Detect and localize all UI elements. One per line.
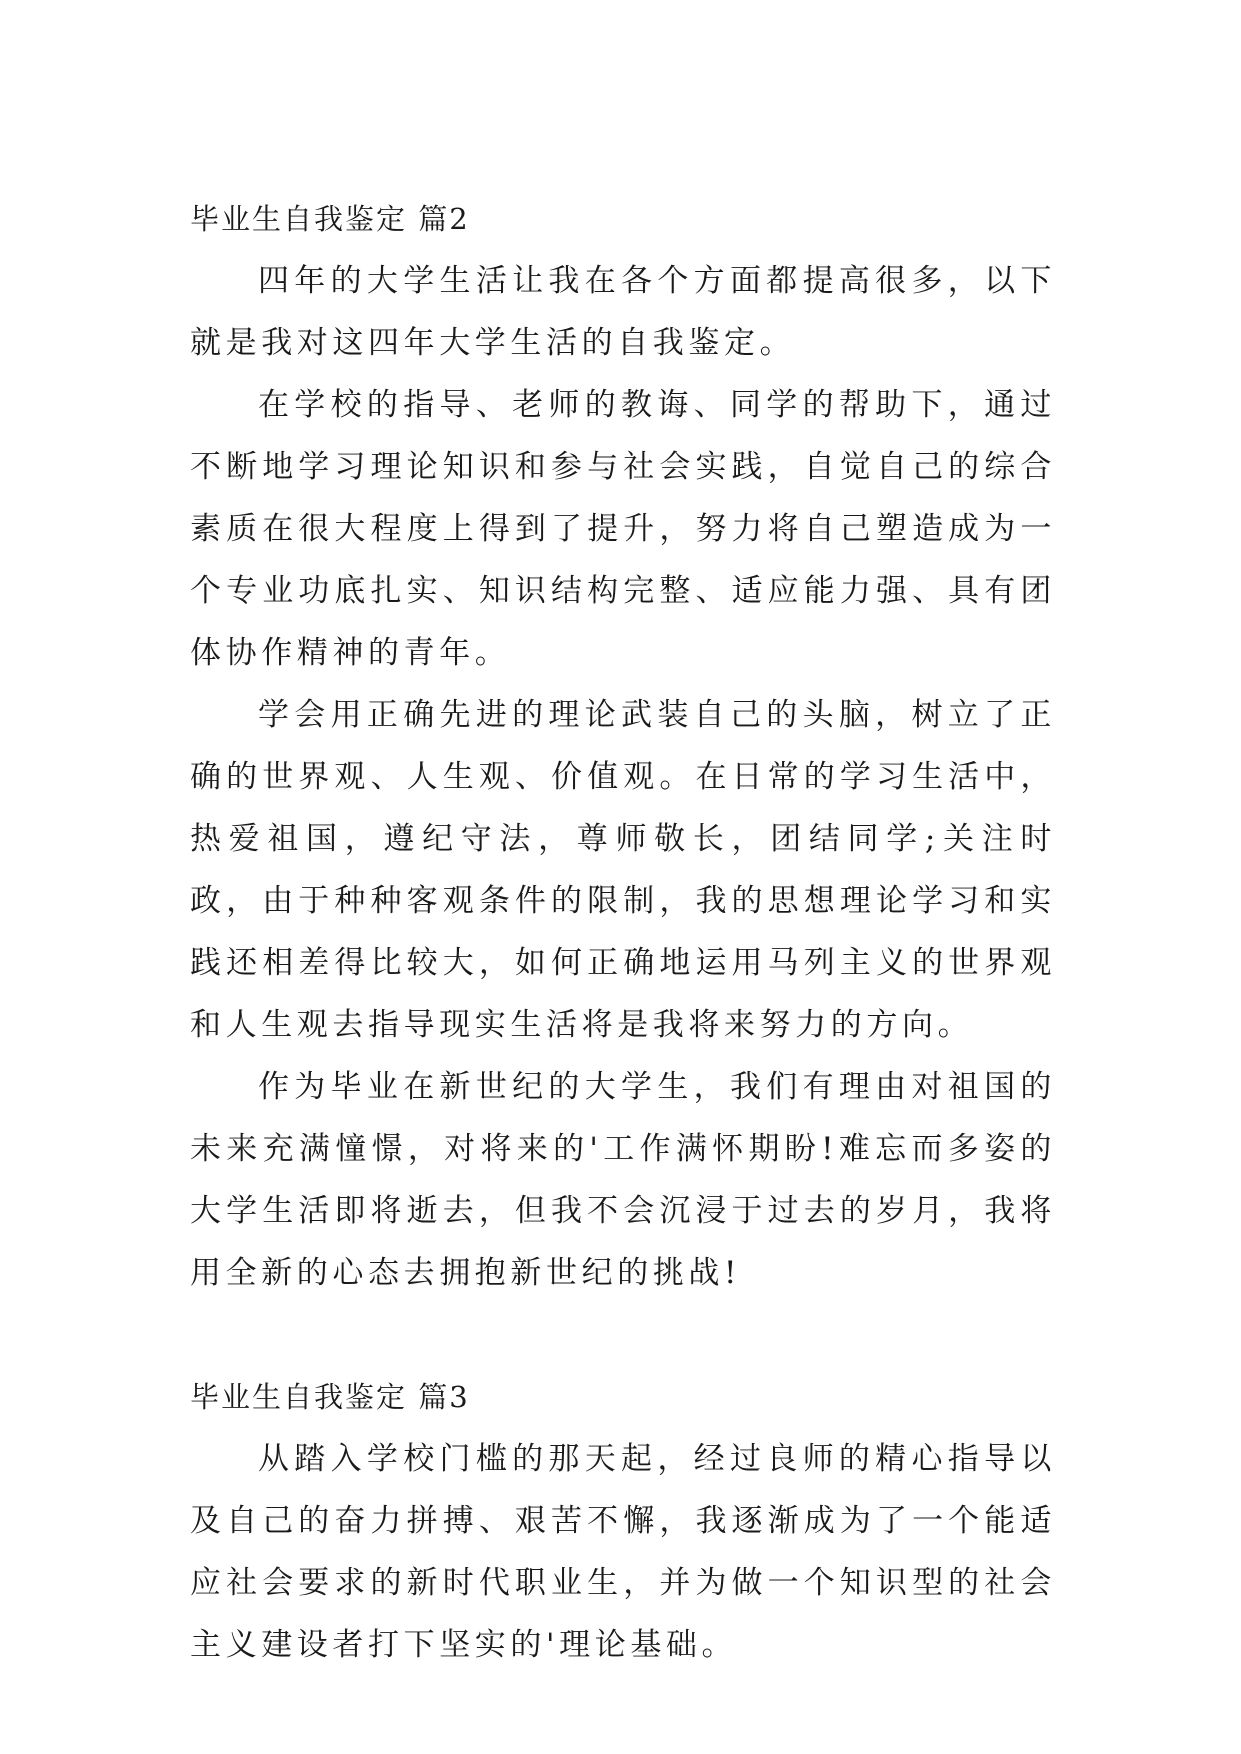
paragraph: 在学校的指导、老师的教诲、同学的帮助下，通过不断地学习理论知识和参与社会实践，自觉自己的综合素质在很大程度上得到了提升，努力将自己塑造成为一个专业功底扎实、知识结构完整、适应能力强、具有团体协作精神的青年。 (190, 387, 1056, 671)
paragraph: 从踏入学校门槛的那天起，经过良师的精心指导以及自己的奋力拼搏、艰苦不懈，我逐渐成为了一个能适应社会要求的新时代职业生，并为做一个知识型的社会主义建设者打下坚实的'理论基础。 (190, 1441, 1056, 1663)
section-3 (190, 1366, 1056, 1676)
section-heading: 毕业生自我鉴定 篇2 (190, 202, 470, 236)
section-heading: 毕业生自我鉴定 篇3 (190, 1380, 470, 1414)
paragraph: 学会用正确先进的理论武装自己的头脑，树立了正确的世界观、人生观、价值观。在日常的学习生活中，热爱祖国，遵纪守法，尊师敬长，团结同学;关注时政，由于种种客观条件的限制，我的思想理论学习和实践还相差得比较大，如何正确地运用马列主义的世界观和人生观去指导现实生活将是我将来努力的方向。 (190, 697, 1056, 1043)
section-2 (190, 188, 1056, 1304)
document-body (190, 188, 1056, 1676)
paragraph: 四年的大学生活让我在各个方面都提高很多，以下就是我对这四年大学生活的自我鉴定。 (190, 263, 1056, 361)
paragraph: 作为毕业在新世纪的大学生，我们有理由对祖国的未来充满憧憬，对将来的'工作满怀期盼!难忘而多姿的大学生活即将逝去，但我不会沉浸于过去的岁月，我将用全新的心态去拥抱新世纪的挑战! (190, 1069, 1056, 1291)
